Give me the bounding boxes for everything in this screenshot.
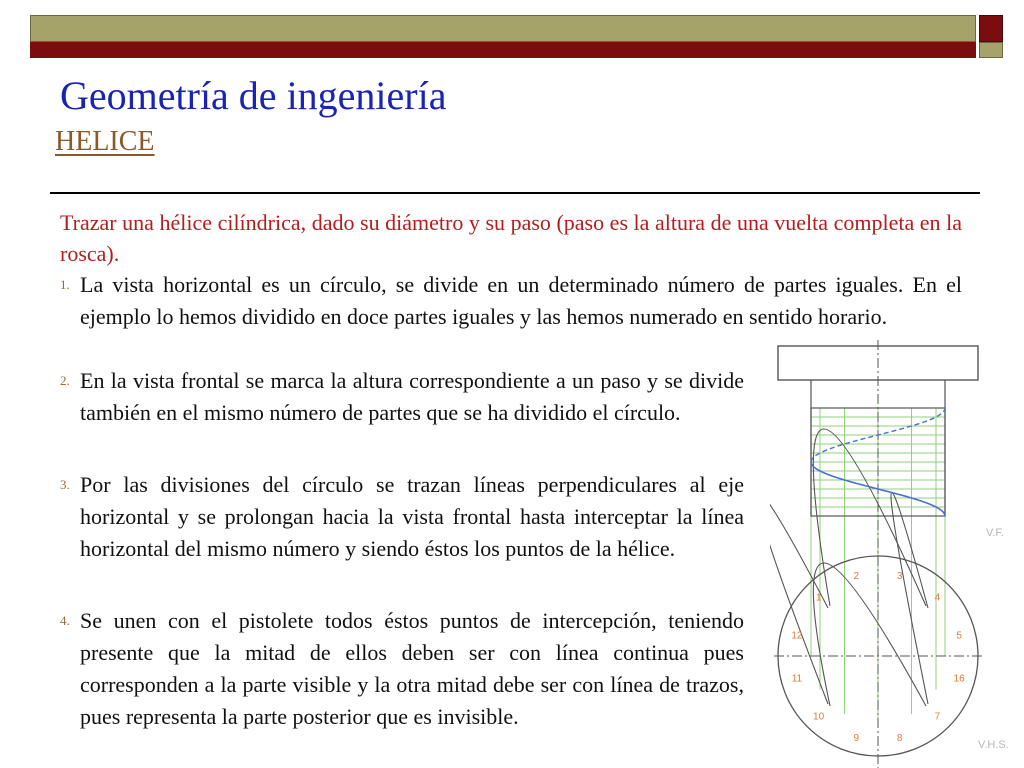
division-label: 7: [934, 711, 941, 723]
step-item-4: [60, 605, 744, 733]
division-label: 9: [853, 733, 860, 745]
step-number: 3.: [60, 477, 70, 492]
division-label: 1: [815, 592, 822, 604]
division-label: 16: [953, 673, 965, 685]
step-number: 2.: [60, 373, 70, 388]
division-label: 11: [791, 673, 803, 685]
step-number: 4.: [60, 613, 70, 628]
step-text: Por las divisiones del círculo se trazan líneas perpendiculares al eje horizontal y se prolongan hacia la vista frontal hasta interceptar la línea horizontal del mismo número y siendo éstos los puntos de la hélice.: [80, 472, 744, 561]
step-text: La vista horizontal es un círculo, se divide en un determinado número de partes iguales. En el ejemplo lo hemos dividido en doce partes iguales y las hemos numerado en sentido horario.: [80, 272, 962, 329]
header-bar-olive-stripe: [30, 15, 976, 42]
helix-drawing: [770, 336, 1024, 768]
slide-subtitle: HELICE: [55, 126, 155, 157]
helix-construction-figure: [770, 336, 1024, 768]
header-bar-maroon-stripe: [30, 42, 976, 58]
header-corner-square-top: [979, 15, 1003, 42]
step-text: Se unen con el pistolete todos éstos puntos de intercepción, teniendo presente que la mitad de ellos deben ser con línea continua pues corresponden a la parte visible y la otra mitad debe ser con línea de trazos, pues representa la parte posterior que es invisible.: [80, 608, 744, 729]
header-bar: [30, 15, 976, 58]
division-label: 8: [896, 733, 903, 745]
title-divider: [50, 192, 980, 194]
step-text: En la vista frontal se marca la altura correspondiente a un paso y se divide también en el mismo número de partes que se ha dividido el círculo.: [80, 368, 744, 425]
division-label: 10: [813, 711, 825, 723]
header-corner-square-bottom: [979, 42, 1003, 58]
intro-paragraph: Trazar una hélice cilíndrica, dado su diámetro y su paso (paso es la altura de una vuelta completa en la rosca).: [60, 210, 962, 266]
horizontal-view-label: V.H.S.: [978, 739, 1009, 751]
division-arc: [813, 563, 926, 706]
division-arc: [813, 429, 926, 606]
step-item-2: [60, 365, 744, 429]
step-item-3: [60, 469, 744, 565]
front-view-label: V.F.: [986, 527, 1004, 539]
division-label: 2: [853, 570, 860, 582]
slide-title: Geometría de ingeniería: [60, 73, 447, 118]
division-label: 5: [956, 630, 962, 642]
step-item-1: [60, 269, 962, 333]
division-label: 12: [791, 630, 803, 642]
division-label: 4: [934, 592, 941, 604]
step-number: 1.: [60, 277, 70, 292]
division-label: 3: [896, 570, 903, 582]
